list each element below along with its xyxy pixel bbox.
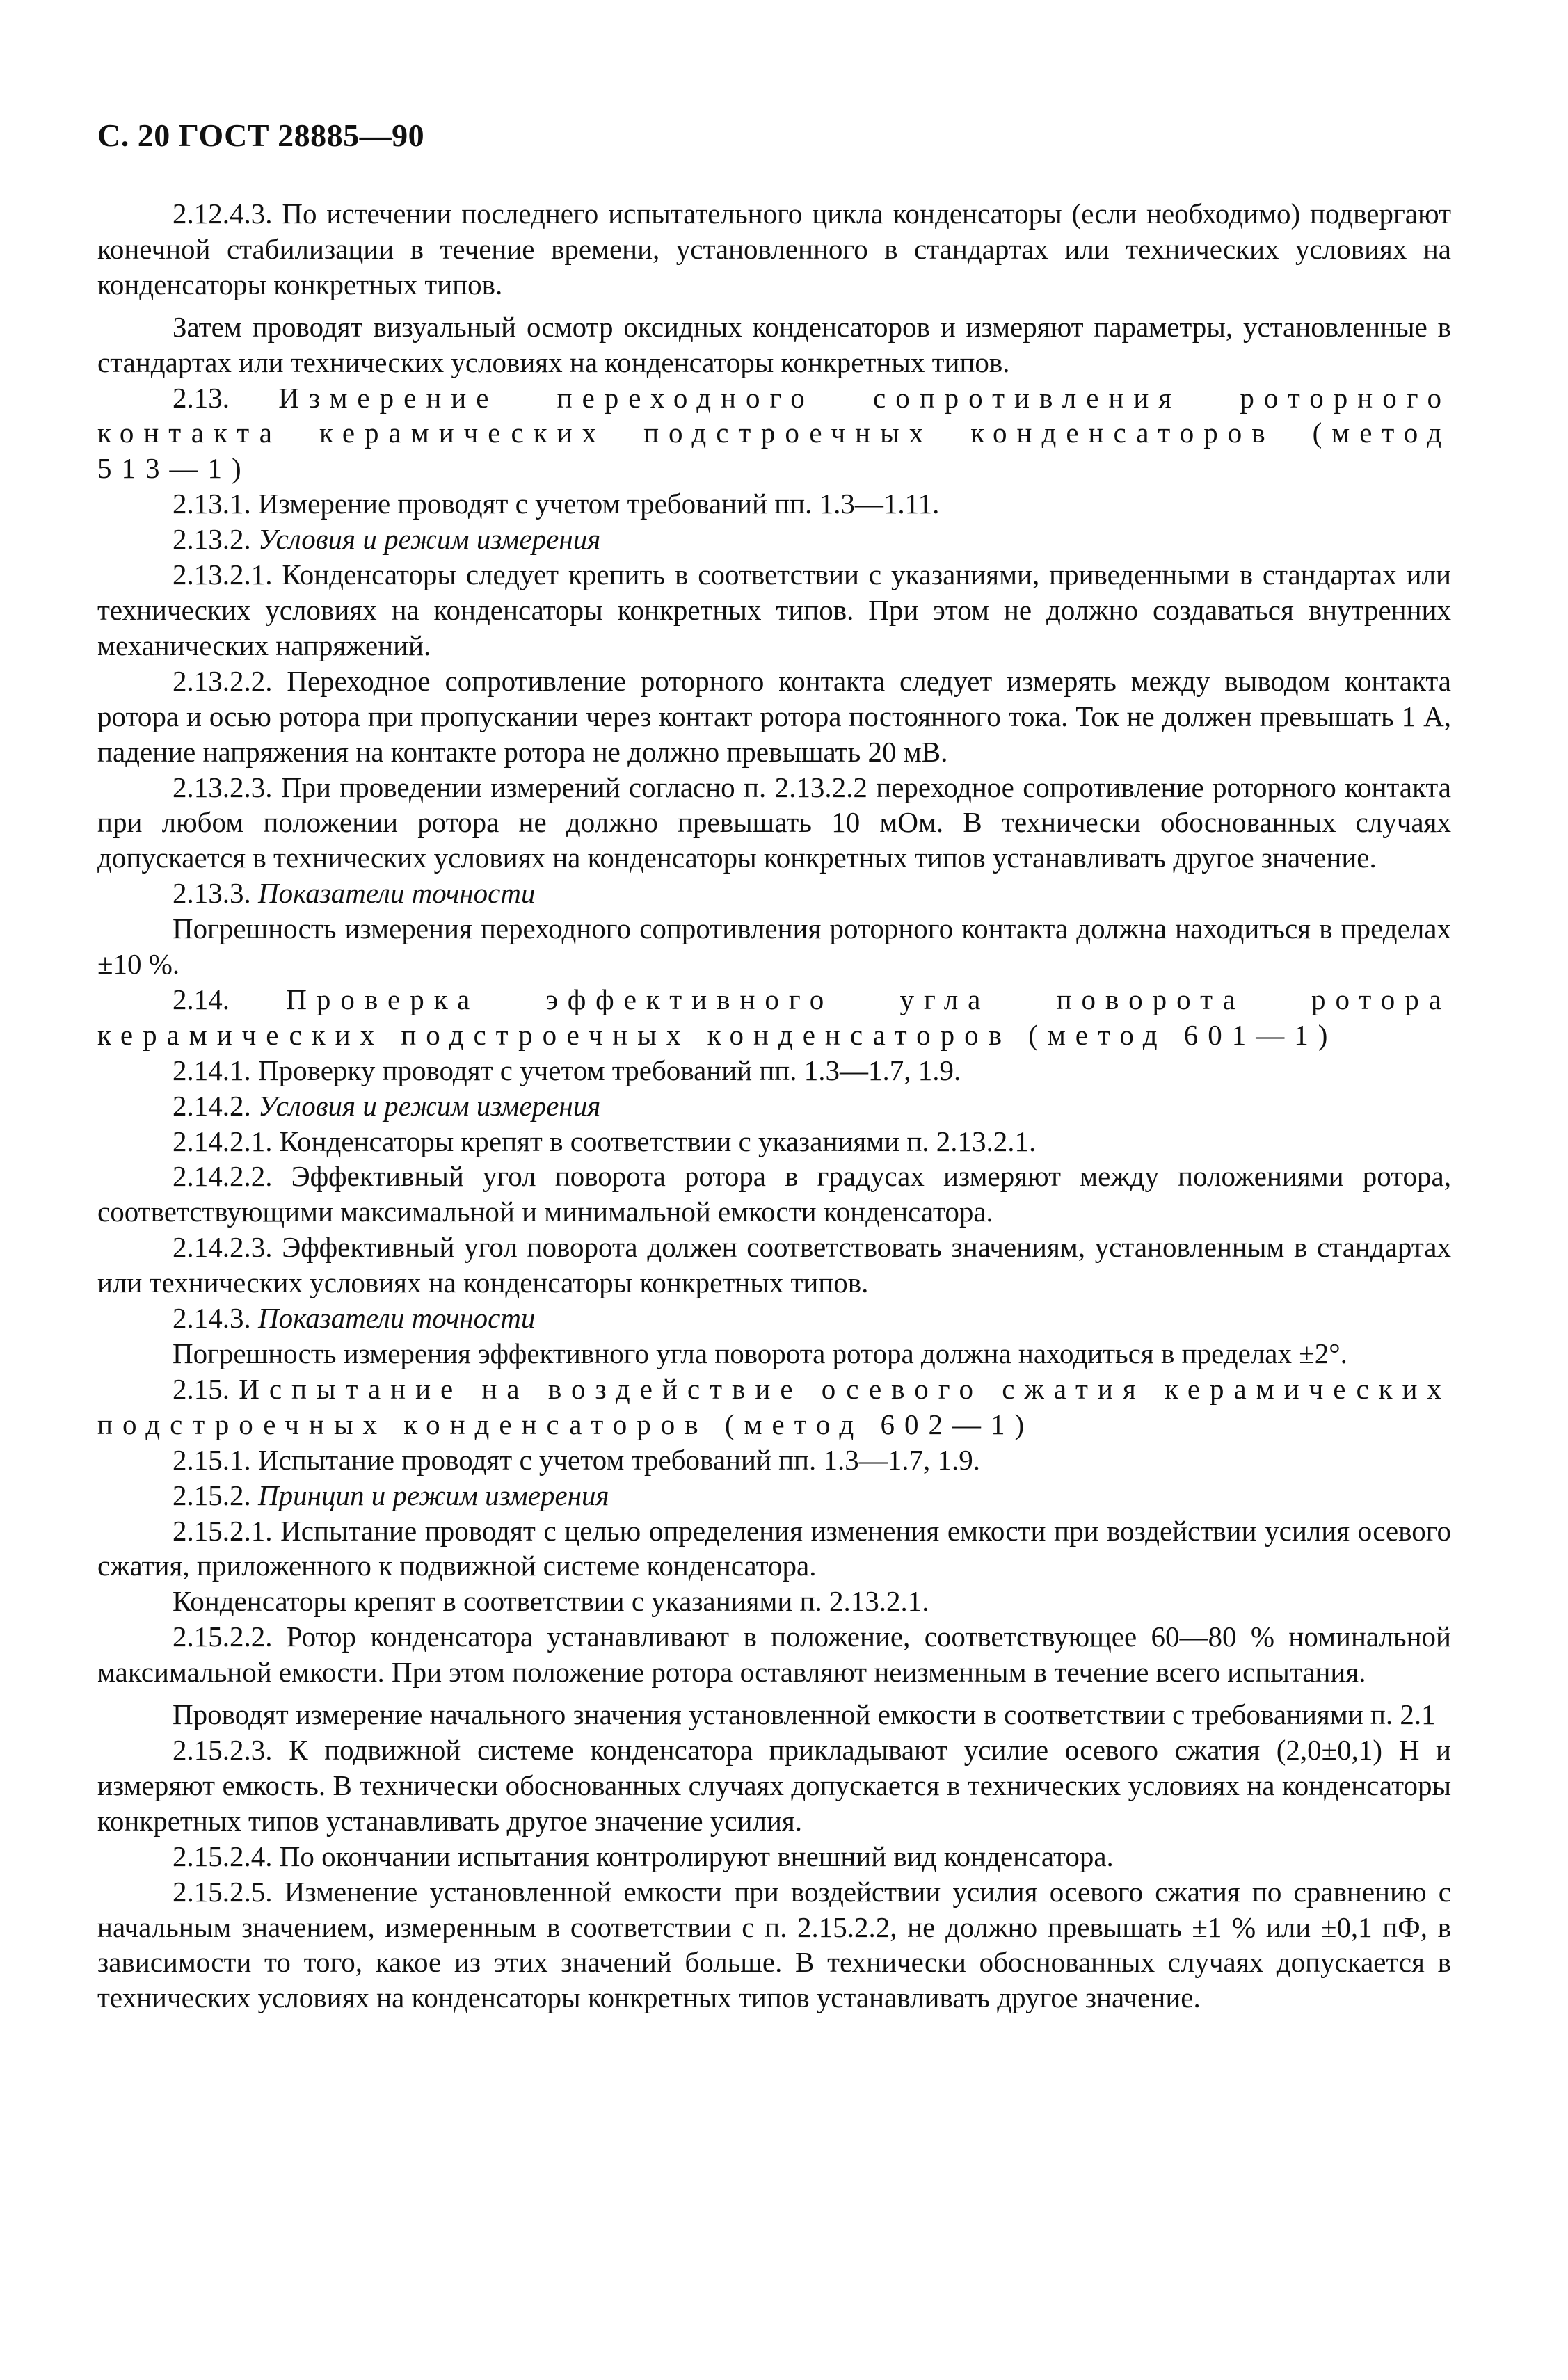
paragraph: 2.15.2.3. К подвижной системе конденсатора прикладывают усилие осевого сжатия (2,0±0,1) Н и измеряют емкость. В технически обоснованных случаях допускается в технических условиях на конденсаторы конкретных типов устанавливать другое значение усилия. bbox=[97, 1733, 1451, 1837]
section-heading bbox=[97, 380, 1451, 487]
section-title: Испытание на воздействие осевого сжатия керамических подстроечных конденсаторов (метод 602—1) bbox=[97, 1372, 1451, 1440]
subsection-number: 2.13.3. bbox=[173, 877, 251, 910]
section-title: Измерение переходного сопротивления роторного контакта керамических подстроечных конденсаторов (метод 513—1) bbox=[97, 381, 1452, 485]
paragraph: 2.15.2.1. Испытание проводят с целью определения изменения емкости при воздействии усилия осевого сжатия, приложенного к подвижной системе конденсатора. bbox=[97, 1514, 1451, 1582]
section-number: 2.14. bbox=[173, 983, 230, 1015]
section-heading bbox=[97, 1372, 1451, 1442]
paragraph: 2.15.1. Испытание проводят с учетом требований пп. 1.3—1.7, 1.9. bbox=[173, 1443, 980, 1476]
subsection-number: 2.14.3. bbox=[173, 1302, 251, 1335]
subsection-title: Показатели точности bbox=[258, 1302, 536, 1335]
subsection-title: Показатели точности bbox=[258, 877, 536, 910]
paragraph: 2.15.2.2. Ротор конденсатора устанавливают в положение, соответствующее 60—80 % номинальной максимальной емкости. При этом положение ротора оставляют неизменным в течение всего испытания. bbox=[97, 1621, 1451, 1689]
section-title: Проверка эффективного угла поворота ротора керамических подстроечных конденсаторов (метод 601—1) bbox=[97, 983, 1452, 1051]
paragraph: 2.13.2.2. Переходное сопротивление роторного контакта следует измерять между выводом контакта ротора и осью ротора при пропускании через контакт ротора постоянного тока. Ток не должен превышать 1 А, падение напряжения на контакте ротора не должно превышать 20 мВ. bbox=[97, 664, 1451, 768]
paragraph: 2.14.2.2. Эффективный угол поворота ротора в градусах измеряют между положениями ротора, соответствующими максимальной и минимальной емкости конденсатора. bbox=[97, 1160, 1451, 1228]
paragraph: 2.14.2.3. Эффективный угол поворота должен соответствовать значениям, установленным в стандартах или технических условиях на конденсаторы конкретных типов. bbox=[97, 1231, 1451, 1299]
subsection-title: Условия и режим измерения bbox=[258, 523, 601, 556]
page-header: С. 20 ГОСТ 28885—90 bbox=[97, 118, 425, 153]
subsection-title: Условия и режим измерения bbox=[258, 1089, 601, 1122]
paragraph: Конденсаторы крепят в соответствии с указаниями п. 2.13.2.1. bbox=[173, 1585, 929, 1618]
subsection-title: Принцип и режим измерения bbox=[258, 1479, 609, 1511]
subsection-number: 2.13.2. bbox=[173, 523, 251, 556]
subsection-number: 2.14.2. bbox=[173, 1089, 251, 1122]
paragraph: Затем проводят визуальный осмотр оксидных конденсаторов и измеряют параметры, установленные в стандартах или технических условиях на конденсаторы конкретных типов. bbox=[97, 310, 1451, 378]
paragraph: 2.13.2.3. При проведении измерений согласно п. 2.13.2.2 переходное сопротивление роторного контакта при любом положении ротора не должно превышать 10 мОм. В технически обоснованных случаях допускается в технических условиях на конденсаторы конкретных типов устанавливать другое значение. bbox=[97, 771, 1451, 874]
subsection-number: 2.15.2. bbox=[173, 1479, 251, 1511]
paragraph: 2.12.4.3. По истечении последнего испытательного цикла конденсаторы (если необходимо) подвергают конечной стабилизации в течение времени, установленного в стандартах или технических условиях на конденсаторы конкретных типов. bbox=[97, 198, 1451, 300]
paragraph: Погрешность измерения эффективного угла поворота ротора должна находиться в пределах ±2°. bbox=[173, 1337, 1347, 1369]
paragraph: Проводят измерение начального значения установленной емкости в соответствии с требованиями п. 2.1 bbox=[173, 1698, 1436, 1731]
document-body bbox=[97, 196, 1451, 2016]
subsection-heading bbox=[97, 1478, 1451, 1513]
subsection-heading bbox=[97, 1301, 1451, 1336]
subsection-heading bbox=[97, 876, 1451, 911]
section-number: 2.13. bbox=[173, 381, 230, 414]
paragraph: Погрешность измерения переходного сопротивления роторного контакта должна находиться в пределах ±10 %. bbox=[97, 912, 1451, 981]
subsection-heading bbox=[97, 522, 1451, 557]
section-heading bbox=[97, 982, 1451, 1053]
paragraph: 2.13.1. Измерение проводят с учетом требований пп. 1.3—1.11. bbox=[173, 488, 940, 520]
paragraph: 2.15.2.4. По окончании испытания контролируют внешний вид конденсатора. bbox=[173, 1840, 1114, 1872]
paragraph: 2.14.1. Проверку проводят с учетом требований пп. 1.3—1.7, 1.9. bbox=[173, 1054, 961, 1086]
paragraph: 2.13.2.1. Конденсаторы следует крепить в соответствии с указаниями, приведенными в стандартах или технических условиях на конденсаторы конкретных типов. При этом не должно создаваться внутренних механических напряжений. bbox=[97, 558, 1451, 661]
paragraph: 2.15.2.5. Изменение установленной емкости при воздействии усилия осевого сжатия по сравнению с начальным значением, измеренным в соответствии с п. 2.15.2.2, не должно превышать ±1 % или ±0,1 пФ, в зависимости то того, какое из этих значений больше. В технически обоснованных случаях допускается в технических условиях на конденсаторы конкретных типов устанавливать другое значение. bbox=[97, 1875, 1451, 2014]
paragraph: 2.14.2.1. Конденсаторы крепят в соответствии с указаниями п. 2.13.2.1. bbox=[173, 1125, 1037, 1157]
section-number: 2.15. bbox=[173, 1372, 230, 1405]
subsection-heading bbox=[97, 1088, 1451, 1124]
